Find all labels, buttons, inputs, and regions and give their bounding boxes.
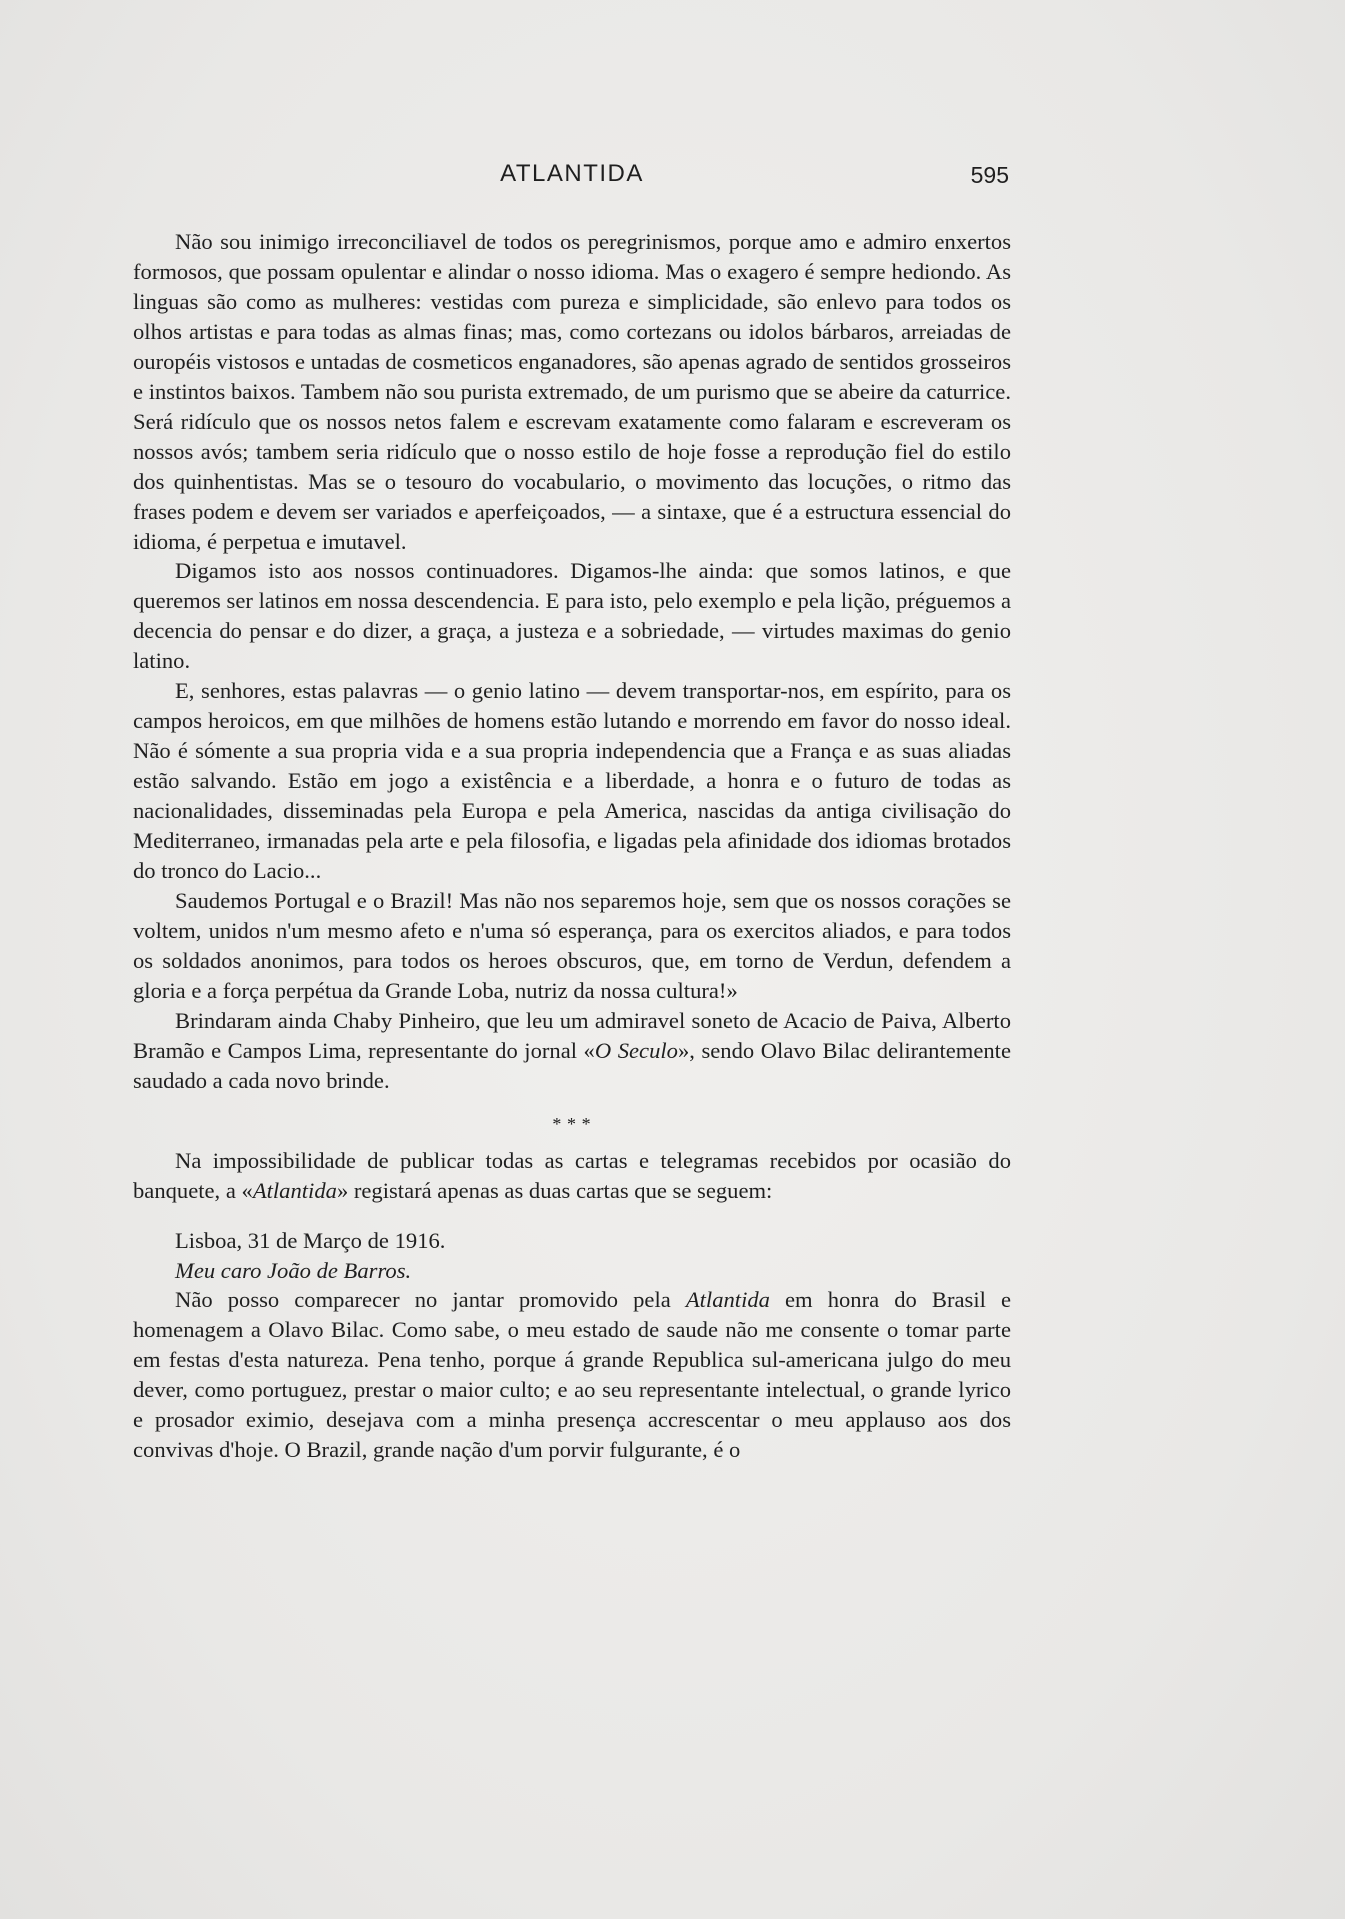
paragraph: Saudemos Portugal e o Brazil! Mas não nos separemos hoje, sem que os nossos corações se voltem, unidos n'um mesmo afeto e n'uma só esperança, para os exercitos aliados, e para todos os soldados anonimos, para todos os heroes obscuros, que, em torno de Verdun, defendem a gloria e a força perpétua da Grande Loba, nutriz da nossa cultura!» [133, 887, 1011, 1003]
page-number: 595 [970, 162, 1009, 188]
paragraph-brindaram [133, 1006, 1011, 1096]
text-run: Brindaram ainda Chaby Pinheiro, que leu um admiravel soneto de Acacio de Paiva, Alberto Bramão e Campos Lima, representante do jornal « [133, 1007, 1011, 1063]
body-text [133, 227, 1011, 1465]
paragraph: E, senhores, estas palavras — o genio latino — devem transportar-nos, em espírito, para os campos heroicos, em que milhões de homens estão lutando e morrendo em favor do nosso ideal. Não é sómente a sua propria vida e a sua propria independencia que a França e as suas aliadas estão salvando. Estão em jogo a existência e a liberdade, a honra e o futuro de todas as nacionalidades, disseminadas pela Europa e pela America, nascidas da antiga civilisação do Mediterraneo, irmanadas pela arte e pela filosofia, e ligadas pela afinidade dos idiomas brotados do tronco do Lacio... [133, 678, 1011, 884]
text-run: », sendo Olavo Bilac delirantemente saudado a cada novo brinde. [133, 1037, 1011, 1093]
letter-salutation: Meu caro João de Barros. [175, 1257, 412, 1283]
newspaper-title: O Seculo [594, 1037, 678, 1063]
text-run: Não posso comparecer no jantar promovido pela [175, 1287, 686, 1313]
text-run: em honra do Brasil e homenagem a Olavo Bilac. Como sabe, o meu estado de saude não me consente o tomar parte em festas d'esta natureza. Pena tenho, porque á grande Republica sul-americana julgo do meu dever, como portuguez, prestar o maior culto; e ao seu representante intelectual, o grande lyrico e prosador eximio, desejava com a minha presença accrescentar o meu applauso aos dos convivas d'hoje. O Brazil, grande nação d'um porvir fulgurante, é o [133, 1287, 1011, 1463]
spacer [133, 1206, 1011, 1226]
text-run: » registará apenas as duas cartas que se seguem: [336, 1177, 773, 1203]
page-header [133, 160, 1011, 190]
section-separator: * * * [552, 1113, 592, 1134]
magazine-title: Atlantida [252, 1177, 337, 1203]
paragraph: Digamos isto aos nossos continuadores. Digamos-lhe ainda: que somos latinos, e que queremos ser latinos em nossa descendencia. E para isto, pelo exemplo e pela lição, préguemos a decencia do pensar e do dizer, a graça, a justeza e a sobriedade, — virtudes maximas do genio latino. [133, 558, 1011, 674]
paragraph-impossibilidade [133, 1146, 1011, 1206]
running-title: ATLANTIDA [500, 160, 644, 187]
letter-body [133, 1285, 1011, 1465]
magazine-title: Atlantida [685, 1287, 770, 1313]
letter-dateline: Lisboa, 31 de Março de 1916. [175, 1227, 446, 1253]
text-run: Na impossibilidade de publicar todas as cartas e telegramas recebidos por ocasião do banquete, a « [133, 1147, 1011, 1203]
paragraph: Não sou inimigo irreconciliavel de todos os peregrinismos, porque amo e admiro enxertos formosos, que possam opulentar e alindar o nosso idioma. Mas o exagero é sempre hediondo. As linguas são como as mulheres: vestidas com pureza e simplicidade, são enlevo para todos os olhos artistas e para todas as almas finas; mas, como cortezans ou idolos bárbaros, arreiadas de ouropéis vistosos e untadas de cosmeticos enganadores, são apenas agrado de sentidos grosseiros e instintos baixos. Tambem não sou purista extremado, de um purismo que se abeire da caturrice. Será ridículo que os nossos netos falem e escrevam exatamente como falaram e escreveram os nossos avós; tambem seria ridículo que o nosso estilo de hoje fosse a reprodução fiel do estilo dos quinhentistas. Mas se o tesouro do vocabulario, o movimento das locuções, o ritmo das frases podem e devem ser variados e aperfeiçoados, — a sintaxe, que é a estructura essencial do idioma, é perpetua e imutavel. [133, 229, 1011, 554]
